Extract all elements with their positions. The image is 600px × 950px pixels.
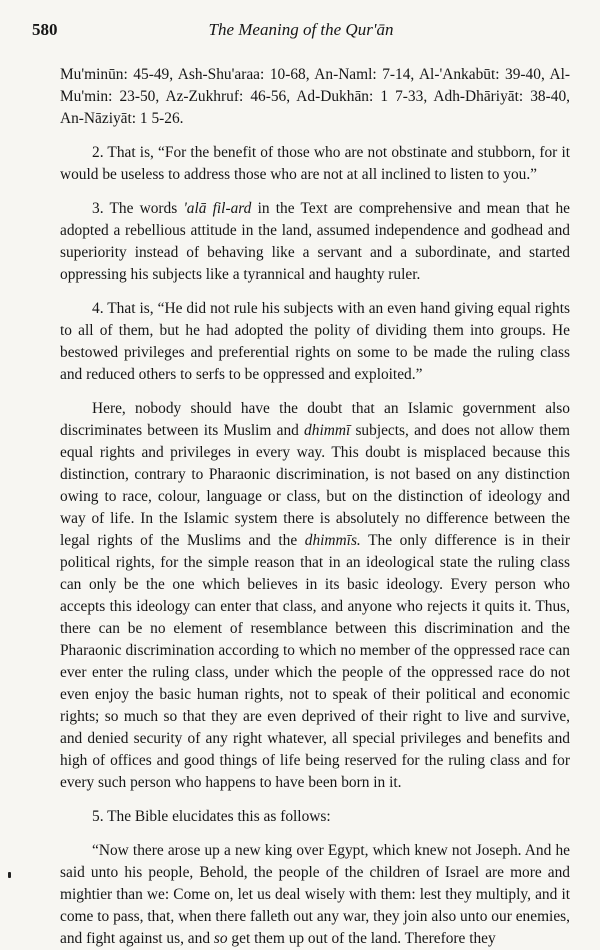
continued-paragraph: Mu'minūn: 45-49, Ash-Shu'araa: 10-68, An-Naml: 7-14, Al-'Ankabūt: 39-40, Al-Mu'min: 23-50, Az-Zukhruf: 46-56, Ad-Dukhān: 1 7-33, Adh-Dhāriyāt: 38-40, An-Nāziyāt: 1 5-26. <box>60 66 570 127</box>
bible-quotation <box>60 840 570 950</box>
note-3-text-a: 3. The words <box>92 200 184 217</box>
commentary-text-a: Here, nobody should have the doubt that an Islamic government also discriminates between its Muslim and <box>60 400 570 439</box>
commentary-term-dhimmis: dhimmīs. <box>304 532 361 549</box>
note-5: 5. The Bible elucidates this as follows: <box>92 808 331 825</box>
page-number: 580 <box>32 20 58 39</box>
page-header <box>32 20 570 46</box>
commentary-text-c: The only difference is in their political rights, for the simple reason that in an ideological state the ruling class can only be the one which believes in its basic ideology. Every person who accepts this ideology can enter that class, and anyone who rejects it quits it. Thus, there can be no element of resemblance between this discrimination and the Pharaonic discrimination according to which no member of the oppressed race can ever enter the ruling class, under which the people of the oppressed race do not even enjoy the basic human rights, not to speak of their political and economic rights; so much so that they are even deprived of their right to live and survive, and denied security of any right whatever, all special privileges and benefits and high of offices and good things of life being reserved for the ruling class and for every such person who happens to have been born in it. <box>60 532 570 791</box>
commentary-term-dhimmi: dhimmī <box>304 422 351 439</box>
scan-speck <box>8 872 11 878</box>
note-3-term: 'alā fil-ard <box>183 200 252 217</box>
commentary-paragraph <box>60 398 570 794</box>
quotation-text-b: get them up out of the land. Therefore they <box>227 930 496 947</box>
quotation-emphasis: so <box>213 930 228 947</box>
note-3-text-b: in the Text are comprehensive and mean that he adopted a rebellious attitude in the land, assumed independence and godhead and superiority instead of behaving like a servant and a subordinate, and started oppressing his subjects like a tyrannical and haughty ruler. <box>60 200 571 283</box>
note-2: 2. That is, “For the benefit of those who are not obstinate and stubborn, for it would be useless to address those who are not at all inclined to listen to you.” <box>60 144 570 183</box>
note-4: 4. That is, “He did not rule his subjects with an even hand giving equal rights to all of them, but he had adopted the polity of dividing them into groups. He bestowed privileges and preferential rights on some to be made the ruling class and reduced others to serfs to be oppressed and exploited.” <box>60 300 570 383</box>
note-3 <box>60 198 570 286</box>
page-body <box>60 64 570 950</box>
running-title: The Meaning of the Qur'ān <box>208 20 394 39</box>
commentary-text-b: subjects, and does not allow them equal rights and privileges in every way. This doubt is misplaced because this distinction, contrary to Pharaonic discrimination, is not based on any distinction owing to race, colour, language or class, but on the distinction of ideology and way of life. In the Islamic system there is absolutely no difference between the legal rights of the Muslims and the <box>60 422 570 549</box>
quotation-text-a: “Now there arose up a new king over Egypt, which knew not Joseph. And he said unto his people, Behold, the people of the children of Israel are more and mightier than we: Come on, let us deal wisely with them: lest they multiply, and it come to pass, that, when there falleth out any war, they join also unto our enemies, and fight against us, and <box>60 842 570 947</box>
